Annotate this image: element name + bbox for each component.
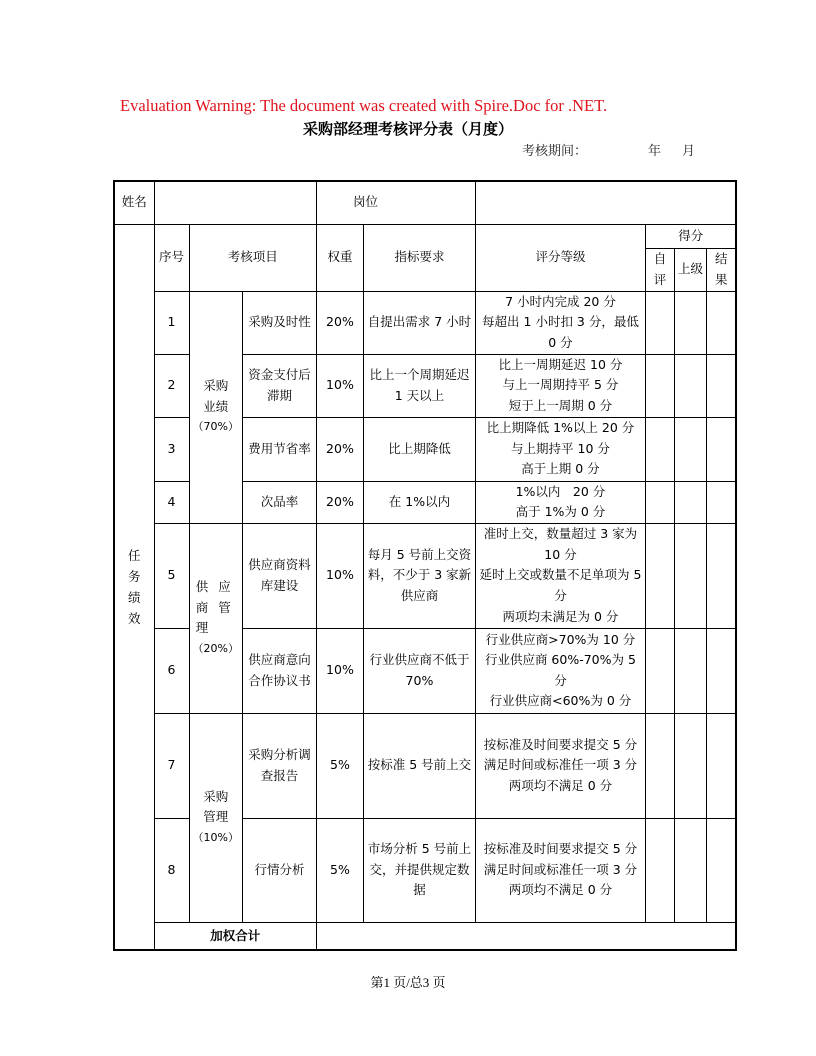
row-grading [475,291,645,354]
evaluation-warning: Evaluation Warning: The document was created with Spire.Doc for .NET. [120,96,608,115]
row-weight: 20% [316,417,363,481]
period-label: 考核期间： [522,144,588,159]
grading-line: 两项均不满足 0 分 [508,882,613,898]
row-result-score[interactable] [706,417,736,481]
row-weight: 5% [316,713,363,818]
row-self-score[interactable] [645,523,674,628]
section-label: 任务绩效 [114,224,154,950]
row-seq: 4 [154,481,189,523]
header-result: 结果 [706,248,736,291]
row-self-score[interactable] [645,818,674,922]
row-seq: 8 [154,818,189,922]
assessment-period [522,140,696,159]
row-result-score[interactable] [706,628,736,713]
header-grading: 评分等级 [475,224,645,291]
row-grading [475,628,645,713]
row-grading [475,523,645,628]
header-info-row [114,181,736,224]
header-seq: 序号 [154,224,189,291]
row-self-score[interactable] [645,354,674,417]
row-indicator: 每月 5 号前上交资料，不少于 3 家新供应商 [363,523,475,628]
period-month-label: 月 [682,144,696,159]
row-grading [475,481,645,523]
row-weight: 10% [316,354,363,417]
grading-line: 与上期持平 10 分 [511,440,610,456]
row-seq: 7 [154,713,189,818]
document-title: 采购部经理考核评分表（月度） [302,120,513,138]
row-self-score[interactable] [645,291,674,354]
row-grading [475,417,645,481]
row-indicator: 按标准 5 号前上交 [363,713,475,818]
row-indicator: 市场分析 5 号前上交，并提供规定数据 [363,818,475,922]
grading-line: 与上一周期持平 5 分 [502,377,619,393]
row-weight: 20% [316,291,363,354]
row-result-score[interactable] [706,818,736,922]
row-superior-score[interactable] [674,523,706,628]
row-item: 采购分析调查报告 [242,713,316,818]
evaluation-table [113,180,737,951]
row-result-score[interactable] [706,354,736,417]
category-name: 采购业绩 [203,378,229,414]
grading-line: 准时上交，数量超过 3 家为 10 分 [483,526,638,562]
position-value-cell[interactable] [475,181,736,224]
grading-line: 每超出 1 小时扣 3 分，最低 0 分 [482,314,639,350]
name-value-cell[interactable] [154,181,316,224]
grading-line: 比上一周期延迟 10 分 [498,356,623,372]
page-footer: 第1 页/总3 页 [370,975,446,990]
row-seq: 1 [154,291,189,354]
row-superior-score[interactable] [674,628,706,713]
header-superior: 上级 [674,248,706,291]
header-score: 得分 [645,224,736,248]
grading-line: 按标准及时间要求提交 5 分 [483,736,638,752]
row-item: 供应商意向合作协议书 [242,628,316,713]
row-seq: 2 [154,354,189,417]
grading-line: 两项均未满足为 0 分 [502,608,619,624]
category-name: 供 应 商 管 理 [195,579,234,636]
row-result-score[interactable] [706,523,736,628]
position-label: 岗位 [316,181,475,224]
row-grading [475,818,645,922]
row-weight: 5% [316,818,363,922]
row-item: 资金支付后滞期 [242,354,316,417]
grading-line: 按标准及时间要求提交 5 分 [483,841,638,857]
table-row [114,291,736,354]
total-row [114,922,736,950]
row-superior-score[interactable] [674,291,706,354]
row-indicator: 在 1%以内 [363,481,475,523]
grading-line: 短于上一周期 0 分 [508,397,613,413]
row-item: 费用节省率 [242,417,316,481]
category-cell [189,291,242,523]
period-year-label: 年 [648,144,662,159]
table-row [114,713,736,818]
header-weight: 权重 [316,224,363,291]
row-grading [475,354,645,417]
row-indicator: 比上期降低 [363,417,475,481]
row-item: 采购及时性 [242,291,316,354]
category-weight: （10%） [192,830,239,844]
row-indicator: 行业供应商不低于 70% [363,628,475,713]
row-weight: 10% [316,523,363,628]
row-superior-score[interactable] [674,481,706,523]
row-weight: 10% [316,628,363,713]
grading-line: 满足时间或标准任一项 3 分 [483,861,638,877]
row-self-score[interactable] [645,628,674,713]
row-superior-score[interactable] [674,354,706,417]
category-name: 采购管理 [203,788,229,825]
row-item: 次品率 [242,481,316,523]
grading-line: 高于上期 0 分 [521,461,600,477]
grading-line: 行业供应商>70%为 10 分 [485,631,636,647]
category-cell [189,713,242,922]
name-label: 姓名 [114,181,154,224]
row-superior-score[interactable] [674,713,706,818]
row-result-score[interactable] [706,713,736,818]
grading-line: 比上期降低 1%以上 20 分 [486,420,635,436]
grading-line: 7 小时内完成 20 分 [505,293,616,309]
row-superior-score[interactable] [674,818,706,922]
category-weight: （20%） [192,641,239,655]
header-item: 考核项目 [189,224,316,291]
row-grading [475,713,645,818]
grading-line: 行业供应商 60%-70%为 5 分 [484,652,636,688]
row-self-score[interactable] [645,481,674,523]
total-value-cell[interactable] [316,922,736,950]
row-item: 行情分析 [242,818,316,922]
grading-line: 满足时间或标准任一项 3 分 [483,757,638,773]
table-row [114,523,736,628]
row-superior-score[interactable] [674,417,706,481]
row-indicator: 比上一个周期延迟 1 天以上 [363,354,475,417]
row-weight: 20% [316,481,363,523]
row-item: 供应商资料库建设 [242,523,316,628]
grading-line: 行业供应商<60%为 0 分 [489,693,632,709]
grading-line: 高于 1%为 0 分 [515,504,606,520]
grading-line: 两项均不满足 0 分 [508,777,613,793]
row-result-score[interactable] [706,481,736,523]
grading-line: 1%以内 20 分 [515,483,606,499]
header-self: 自评 [645,248,674,291]
row-seq: 3 [154,417,189,481]
column-header-row [114,224,736,248]
row-result-score[interactable] [706,291,736,354]
grading-line: 延时上交或数量不足单项为 5 分 [479,567,642,603]
row-seq: 5 [154,523,189,628]
row-self-score[interactable] [645,417,674,481]
row-indicator: 自提出需求 7 小时 [363,291,475,354]
category-cell [189,523,242,713]
category-weight: （70%） [192,420,239,434]
total-label: 加权合计 [154,922,316,950]
row-self-score[interactable] [645,713,674,818]
header-indicator: 指标要求 [363,224,475,291]
row-seq: 6 [154,628,189,713]
